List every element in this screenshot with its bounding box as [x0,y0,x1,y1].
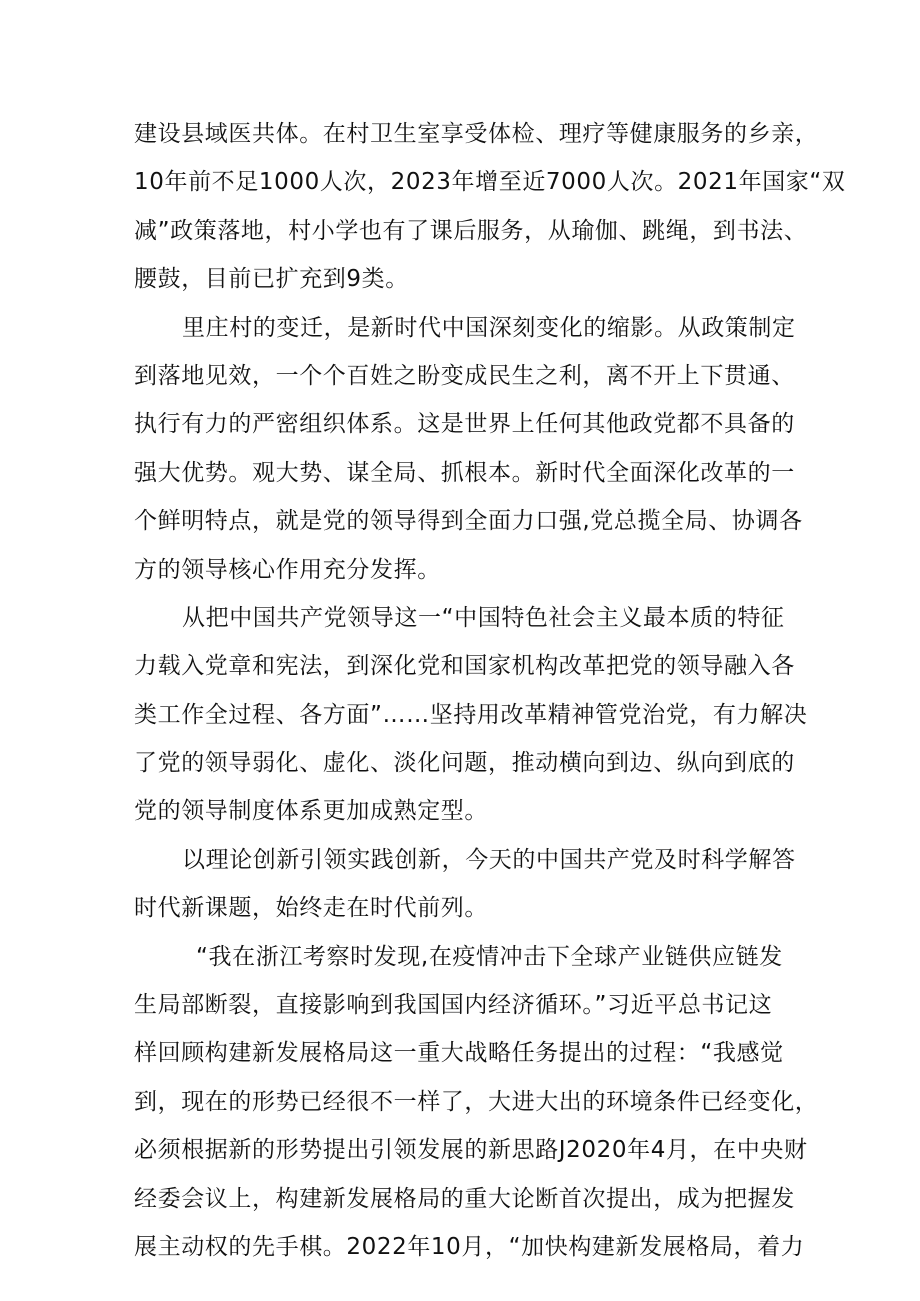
text-line: 腰鼓，目前已扩充到9类。 [134,266,409,293]
text-line: 个鲜明特点，就是党的领导得到全面力口强,党总揽全局、协调各 [134,508,803,535]
text-line: 党的领导制度体系更加成熟定型。 [134,798,488,825]
text-line: 执行有力的严密组织体系。这是世界上任何其他政党都不具备的 [134,411,795,438]
paragraph-first-line: “我在浙江考察时发现,在疫情冲击下全球产业链供应链发 [196,943,783,970]
text-line: 减”政策落地，村小学也有了课后服务，从瑜伽、跳绳，到书法、 [134,217,808,244]
paragraph-first-line: 里庄村的变迁，是新时代中国深刻变化的缩影。从政策制定 [182,314,796,341]
text-line: 必须根据新的形势提出引领发展的新思路J2020年4月，在中央财 [134,1137,808,1164]
text-line: 样回顾构建新发展格局这一重大战略任务提出的过程：“我感觉 [134,1040,784,1067]
text-line: 时代新课题，始终走在时代前列。 [134,895,488,922]
text-line: 力载入党章和宪法，到深化党和国家机构改革把党的领导融入各 [134,653,795,680]
text-line: 强大优势。观大势、谋全局、抓根本。新时代全面深化改革的一 [134,459,795,486]
text-line: 了党的领导弱化、虚化、淡化问题，推动横向到边、纵向到底的 [134,750,795,777]
text-line: 10年前不足1000人次，2023年增至近7000人次。2021年国家“双 [134,169,846,196]
paragraph-first-line: 以理论创新引领实践创新，今天的中国共产党及时科学解答 [182,846,796,873]
text-line: 建设县域医共体。在村卫生室享受体检、理疗等健康服务的乡亲， [134,121,819,147]
paragraph-first-line: 从把中国共产党领导这一“中国特色社会主义最本质的特征 [182,604,785,631]
text-line: 到，现在的形势已经很不一样了，大进大出的环境条件已经变化， [134,1088,819,1115]
document-body [134,110,846,1271]
text-line: 到落地见效，一个个百姓之盼变成民生之利，离不开上下贯通、 [134,362,795,389]
text-line: 展主动权的先手棋。2022年10月，“加快构建新发展格局，着力 [134,1233,805,1260]
text-line: 方的领导核心作用充分发挥。 [134,556,441,583]
text-line: 类工作全过程、各方面”……坚持用改革精神管党治党，有力解决 [134,701,808,728]
text-line: 经委会议上，构建新发展格局的重大论断首次提出，成为把握发 [134,1185,795,1212]
text-line: 生局部断裂，直接影响到我国国内经济循环。”习近平总书记这 [134,992,773,1019]
